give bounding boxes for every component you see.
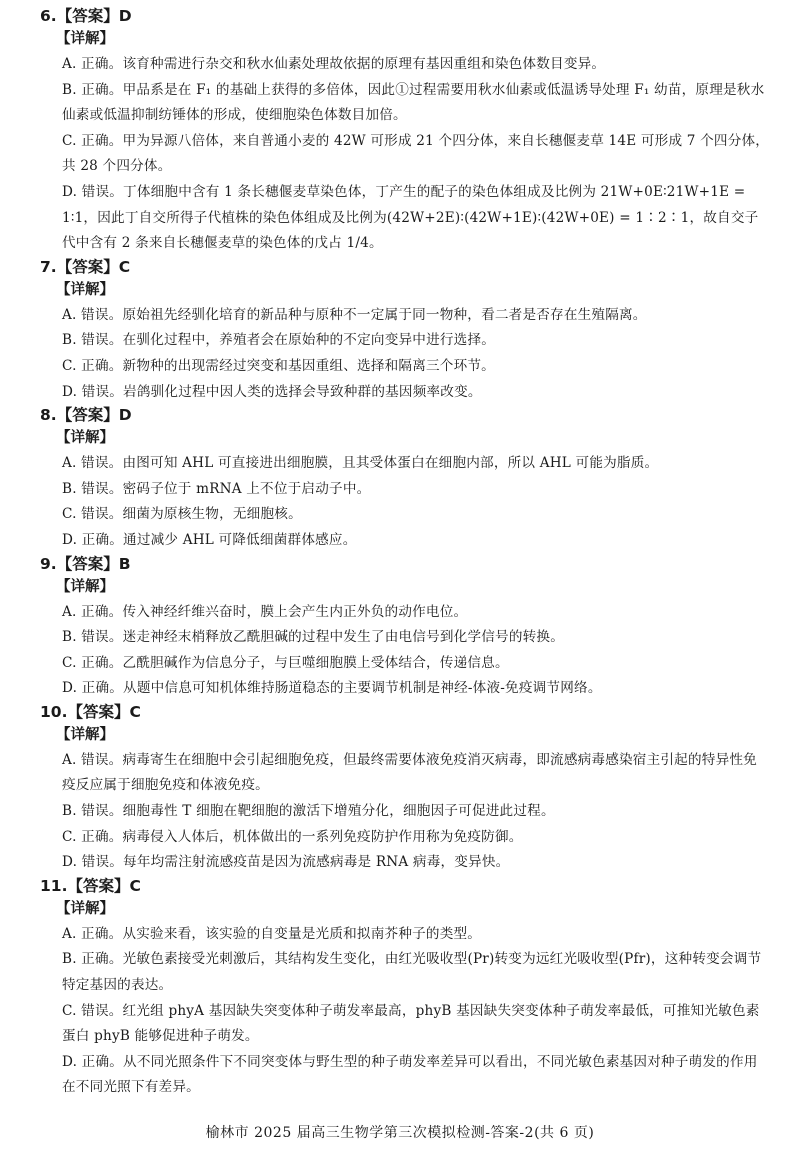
option-explanation: A. 正确。该育种需进行杂交和秋水仙素处理故依据的原理有基因重组和染色体数目变异。	[62, 56, 606, 72]
option-explanation: B. 错误。细胞毒性 T 细胞在靶细胞的激活下增殖分化，细胞因子可促进此过程。	[62, 803, 555, 820]
option-explanation: D. 正确。从题中信息可知机体维持肠道稳态的主要调节机制是神经-体液-免疫调节网络。	[62, 680, 602, 697]
question-block	[40, 554, 770, 702]
question-answer-line	[40, 405, 770, 426]
option-list	[40, 748, 770, 876]
option-explanation: D. 正确。通过减少 AHL 可降低细菌群体感应。	[62, 531, 357, 548]
question-answer-line	[40, 876, 770, 897]
option-explanation: C. 正确。新物种的出现需经过突变和基因重组、选择和隔离三个环节。	[62, 357, 495, 374]
answer-label: 【答案】C	[67, 876, 141, 895]
option-explanation: C. 错误。细菌为原核生物，无细胞核。	[62, 506, 302, 523]
option-list	[40, 922, 770, 1101]
option-explanation: B. 错误。迷走神经末梢释放乙酰胆碱的过程中发生了由电信号到化学信号的转换。	[62, 629, 565, 646]
detail-label: 【详解】	[56, 726, 114, 743]
answer-label: 【答案】C	[56, 257, 131, 276]
option-explanation: B. 错误。在驯化过程中，养殖者会在原始种的不定向变异中进行选择。	[62, 332, 496, 349]
page-footer: 榆林市 2025 届高三生物学第三次模拟检测-答案-2(共 6 页)	[205, 1125, 595, 1141]
option-explanation: A. 错误。由图可知 AHL 可直接进出细胞膜，且其受体蛋白在细胞内部，所以 AHL 可能为脂质。	[62, 455, 659, 472]
option-explanation: B. 正确。光敏色素接受光刺激后，其结构发生变化，由红光吸收型(Pr)转变为远红光吸收型(Pfr)，这种转变会调节特定基因的表达。	[62, 951, 762, 994]
option-list	[40, 52, 770, 257]
detail-label: 【详解】	[56, 281, 114, 298]
answer-label: 【答案】D	[56, 7, 132, 25]
option-explanation: A. 正确。从实验来看，该实验的自变量是光质和拟南芥种子的类型。	[62, 925, 482, 942]
detail-label: 【详解】	[56, 430, 114, 447]
option-explanation: A. 错误。病毒寄生在细胞中会引起细胞免疫，但最终需要体液免疫消灭病毒，即流感病毒感染宿主引起的特异性免疫反应属于细胞免疫和体液免疫。	[62, 751, 757, 794]
question-block	[40, 876, 770, 1101]
option-list	[40, 451, 770, 553]
question-answer-line	[40, 702, 770, 723]
option-list	[40, 600, 770, 702]
question-answer-line	[40, 554, 770, 575]
answer-label: 【答案】D	[56, 406, 132, 425]
option-explanation: D. 错误。岩鸽驯化过程中因人类的选择会导致种群的基因频率改变。	[62, 383, 482, 400]
question-number: 9.	[40, 554, 57, 573]
question-number: 11.	[40, 876, 68, 895]
question-number: 7.	[40, 257, 57, 276]
option-explanation: C. 正确。甲为异源八倍体，来自普通小麦的 42W 可形成 21 个四分体，来自长穗偃麦草 14E 可形成 7 个四分体，共 28 个四分体。	[62, 132, 770, 175]
answer-label: 【答案】C	[67, 702, 141, 721]
answer-label: 【答案】B	[56, 554, 131, 573]
question-list	[40, 6, 770, 1101]
question-block	[40, 405, 770, 553]
question-block	[40, 257, 770, 405]
question-block	[40, 702, 770, 876]
option-explanation: A. 正确。传入神经纤维兴奋时，膜上会产生内正外负的动作电位。	[62, 603, 468, 620]
question-number: 10.	[40, 702, 68, 721]
option-explanation: D. 错误。丁体细胞中含有 1 条长穗偃麦草染色体，丁产生的配子的染色体组成及比例为 21W+0E∶21W+1E = 1∶1，因此丁自交所得子代植株的染色体组成及比例为(42W+2E)∶(42W+1E)∶(42W+0E) = 1∶2∶1，故自交子代中含有 2 条来自长穗偃麦草的染色体的戊占 1/4。	[62, 183, 759, 252]
option-explanation: C. 正确。病毒侵入人体后，机体做出的一系列免疫防护作用称为免疫防御。	[62, 828, 523, 845]
question-block	[40, 6, 770, 257]
question-answer-line	[40, 6, 770, 27]
option-explanation: C. 错误。红光组 phyA 基因缺失突变体种子萌发率最高，phyB 基因缺失突变体种子萌发率最低，可推知光敏色素蛋白 phyB 能够促进种子萌发。	[62, 1002, 760, 1045]
option-explanation: A. 错误。原始祖先经驯化培育的新品种与原种不一定属于同一物种，看二者是否存在生殖隔离。	[62, 306, 647, 323]
question-answer-line	[40, 257, 770, 278]
option-explanation: B. 错误。密码子位于 mRNA 上不位于启动子中。	[62, 480, 371, 497]
option-list	[40, 303, 770, 405]
option-explanation: D. 错误。每年均需注射流感疫苗是因为流感病毒是 RNA 病毒，变异快。	[62, 854, 510, 871]
option-explanation: C. 正确。乙酰胆碱作为信息分子，与巨噬细胞膜上受体结合，传递信息。	[62, 654, 509, 671]
question-number: 8.	[40, 406, 57, 425]
detail-label: 【详解】	[56, 900, 114, 917]
detail-label: 【详解】	[56, 31, 114, 47]
detail-label: 【详解】	[56, 578, 114, 595]
question-number: 6.	[40, 7, 57, 25]
option-explanation: D. 正确。从不同光照条件下不同突变体与野生型的种子萌发率差异可以看出，不同光敏色素基因对种子萌发的作用在不同光照下有差异。	[62, 1053, 758, 1096]
option-explanation: B. 正确。甲品系是在 F₁ 的基础上获得的多倍体，因此①过程需要用秋水仙素或低温诱导处理 F₁ 幼苗，原理是秋水仙素或低温抑制纺锤体的形成，使细胞染色体数目加倍。	[62, 81, 765, 124]
